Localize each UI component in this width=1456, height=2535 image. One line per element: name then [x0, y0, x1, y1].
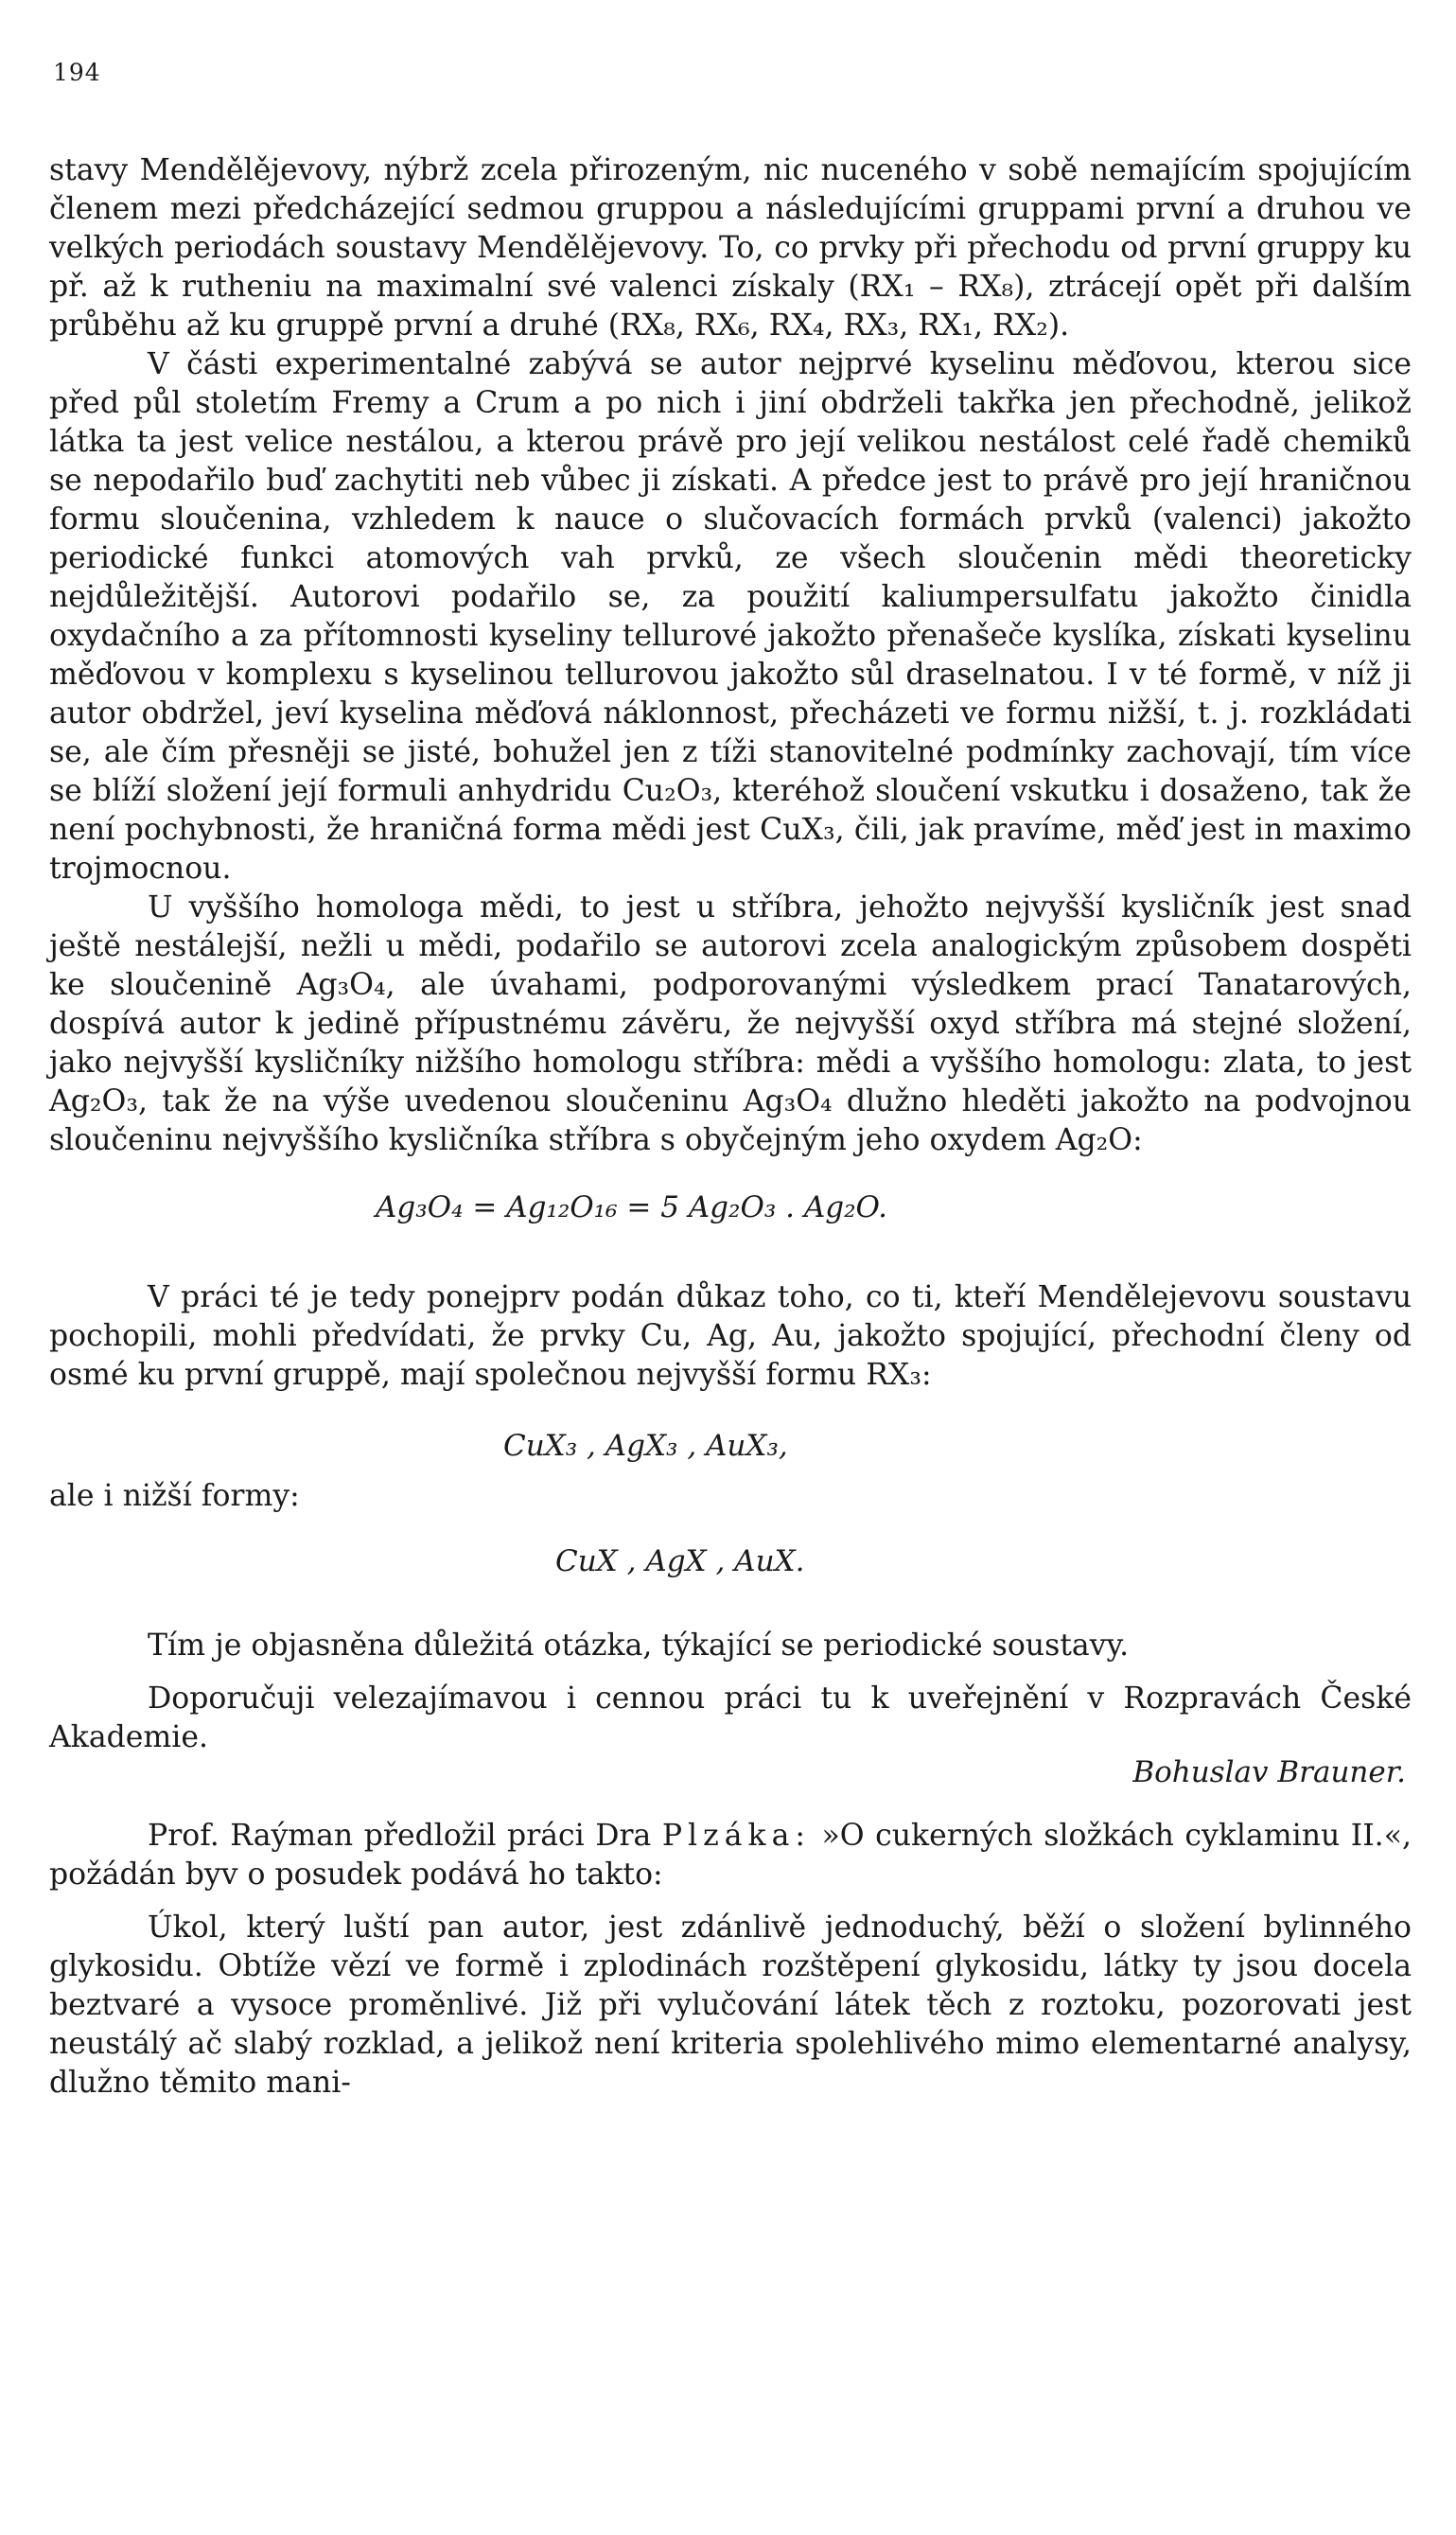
paragraph-8-suffix: »O cukerných složkách cyklaminu II.«, požádán byv o posudek podává ho takto:	[49, 1819, 1412, 1892]
formula-highest-form: CuX₃ , AgX₃ , AuX₃,	[503, 1429, 788, 1463]
formula-lower-form: CuX , AgX , AuX.	[555, 1544, 805, 1578]
paragraph-6: Tím je objasněna důležitá otázka, týkající se periodické soustavy.	[148, 1628, 1130, 1663]
signature: Bohuslav Brauner.	[1132, 1755, 1406, 1789]
body-text	[49, 151, 1412, 2103]
page-number: 194	[53, 59, 101, 86]
formula-silver-oxide: Ag₃O₄ = Ag₁₂O₁₆ = 5 Ag₂O₃ . Ag₂O.	[376, 1190, 887, 1224]
paragraph-8	[49, 1817, 1412, 1894]
paragraph-3: U vyššího homologa mědi, to jest u stříbra, jehožto nejvyšší kysličník jest snad ještě nestálejší, nežli u mědi, podařilo se autorovi zcela analogickým způsobem dospěti ke sloučenině Ag₃O₄, ale úvahami, podporovanými výsledkem prací Tanatarových, dospívá autor k jedině přípustnému závěru, že nejvyšší oxyd stříbra má stejné složení, jako nejvyšší kysličníky nižšího homologu stříbra: mědi a vyššího homologu: zlata, to jest Ag₂O₃, tak že na výše uvedenou sloučeninu Ag₃O₄ dlužno hleděti jakožto na podvojnou sloučeninu nejvyššího kysličníka stříbra s obyčejným jeho oxydem Ag₂O:	[49, 890, 1412, 1157]
paragraph-7: Doporučuji velezajímavou i cennou práci tu k uveřejnění v Rozpravách České Akademie.	[49, 1681, 1412, 1754]
paragraph-9: Úkol, který luští pan autor, jest zdánlivě jednoduchý, běží o složení bylinného glykosidu. Obtíže vězí ve formě i zplodinách rozštěpení glykosidu, látky ty jsou docela beztvaré a vysoce proměnlivé. Již při vylučování látek těch z roztoku, pozorovati jest neustálý ač slabý rozklad, a jelikož není kriteria spolehlivého mimo elementarné analysy, dlužno těmito mani-	[49, 1910, 1412, 2100]
paragraph-lower-forms-label: ale i nižší formy:	[49, 1479, 300, 1513]
paragraph-8-prefix: Prof. Raýman předložil práci Dra	[148, 1819, 662, 1853]
paragraph-2: V části experimentalné zabývá se autor nejprvé kyselinu měďovou, kterou sice před půl stoletím Fremy a Crum a po nich i jiní obdrželi takřka jen přechodně, jelikož látka ta jest velice nestálou, a kterou právě pro její velikou nestálost celé řadě chemiků se nepodařilo buď zachytiti neb vůbec ji získati. A předce jest to právě pro její hraničnou formu sloučenina, vzhledem k nauce o slučovacích formách prvků (valenci) jakožto periodické funkci atomových vah prvků, ze všech sloučenin mědi theoreticky nejdůležitější. Autorovi podařilo se, za použití kaliumpersulfatu jakožto činidla oxydačního a za přítomnosti kyseliny tellurové jakožto přenašeče kyslíka, získati kyselinu měďovou v komplexu s kyselinou tellurovou jakožto sůl draselnatou. I v té formě, v níž ji autor obdržel, jeví kyselina měďová náklonnost, přecházeti ve formu nižší, t. j. rozkládati se, ale čím přesněji se jisté, bohužel jen z tíži stanovitelné podmínky zachovají, tím více se blíží složení její formuli anhydridu Cu₂O₃, kteréhož sloučení vskutku i dosaženo, tak že není pochybnosti, že hraničná forma mědi jest CuX₃, čili, jak pravíme, měď jest in maximo trojmocnou.	[49, 347, 1412, 886]
paragraph-4: V práci té je tedy ponejprv podán důkaz toho, co ti, kteří Mendělejevovu soustavu pochopili, mohli předvídati, že prvky Cu, Ag, Au, jakožto spojující, přechodní členy od osmé ku první gruppě, mají společnou nejvyšší formu RX₃:	[49, 1280, 1412, 1392]
paragraph-1: stavy Mendělějevovy, nýbrž zcela přirozeným, nic nuceného v sobě nemajícím spojujícím členem mezi předcházející sedmou gruppou a následujícími gruppami první a druhou ve velkých periodách soustavy Mendělějevovy. To, co prvky při přechodu od první gruppy ku př. až k rutheniu na maximalní své valenci získaly (RX₁ – RX₈), ztrácejí opět při dalším průběhu až ku gruppě první a druhé (RX₈, RX₆, RX₄, RX₃, RX₁, RX₂).	[49, 153, 1412, 343]
author-name-spaced: Plzáka:	[661, 1819, 811, 1853]
